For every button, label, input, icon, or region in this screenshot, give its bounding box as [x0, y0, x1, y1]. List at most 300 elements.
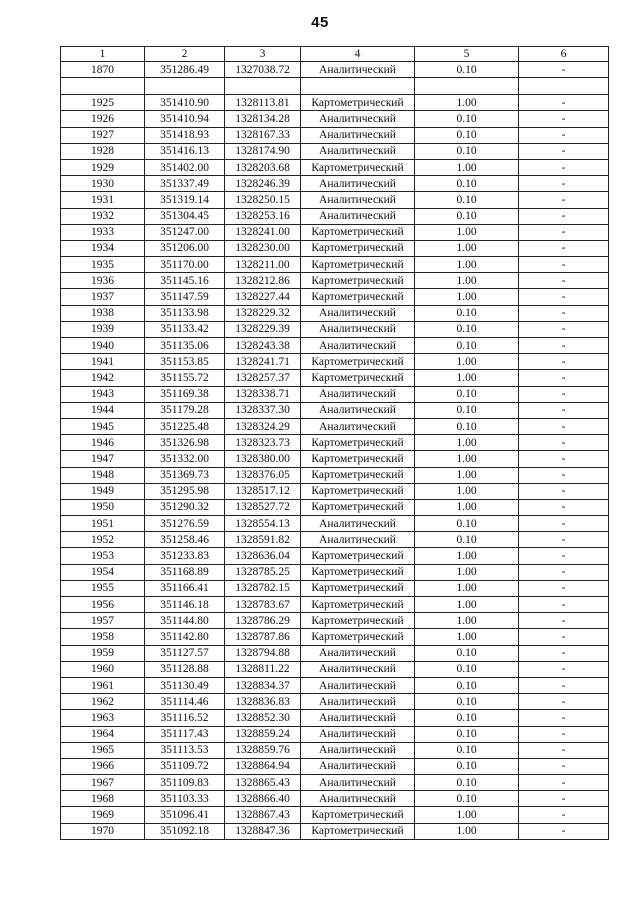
column-header: 2 — [145, 47, 225, 62]
table-row — [61, 742, 609, 758]
notes-cell: - — [519, 483, 609, 499]
notes-cell: - — [519, 677, 609, 693]
table-row — [61, 467, 609, 483]
notes-cell: - — [519, 516, 609, 532]
table-row — [61, 564, 609, 580]
y-coordinate-cell: 1328250.15 — [225, 192, 301, 208]
accuracy-cell: 1.00 — [415, 289, 519, 305]
notes-cell: - — [519, 289, 609, 305]
table-row — [61, 645, 609, 661]
accuracy-cell: 0.10 — [415, 208, 519, 224]
accuracy-cell: 0.10 — [415, 127, 519, 143]
notes-cell: - — [519, 451, 609, 467]
empty-row — [61, 78, 609, 95]
notes-cell: - — [519, 564, 609, 580]
y-coordinate-cell: 1328527.72 — [225, 499, 301, 515]
table-row — [61, 613, 609, 629]
point-number-cell: 1948 — [61, 467, 145, 483]
table-row — [61, 62, 609, 78]
accuracy-cell: 1.00 — [415, 159, 519, 175]
y-coordinate-cell: 1328782.15 — [225, 580, 301, 596]
y-coordinate-cell: 1328785.25 — [225, 564, 301, 580]
notes-cell: - — [519, 95, 609, 111]
point-number-cell: 1932 — [61, 208, 145, 224]
method-cell: Аналитический — [301, 710, 415, 726]
y-coordinate-cell: 1328636.04 — [225, 548, 301, 564]
x-coordinate-cell: 351247.00 — [145, 224, 225, 240]
y-coordinate-cell: 1328867.43 — [225, 807, 301, 823]
notes-cell: - — [519, 240, 609, 256]
notes-cell: - — [519, 823, 609, 839]
table-row — [61, 435, 609, 451]
table-header-row — [61, 47, 609, 62]
accuracy-cell: 1.00 — [415, 807, 519, 823]
x-coordinate-cell: 351169.38 — [145, 386, 225, 402]
table-row — [61, 499, 609, 515]
point-number-cell: 1959 — [61, 645, 145, 661]
notes-cell: - — [519, 758, 609, 774]
x-coordinate-cell: 351304.45 — [145, 208, 225, 224]
x-coordinate-cell: 351319.14 — [145, 192, 225, 208]
method-cell: Аналитический — [301, 775, 415, 791]
accuracy-cell: 1.00 — [415, 564, 519, 580]
notes-cell: - — [519, 305, 609, 321]
notes-cell: - — [519, 645, 609, 661]
table-row — [61, 143, 609, 159]
y-coordinate-cell: 1328811.22 — [225, 661, 301, 677]
table-row — [61, 111, 609, 127]
point-number-cell: 1928 — [61, 143, 145, 159]
x-coordinate-cell: 351109.83 — [145, 775, 225, 791]
method-cell: Аналитический — [301, 192, 415, 208]
method-cell: Аналитический — [301, 758, 415, 774]
notes-cell: - — [519, 807, 609, 823]
point-number-cell: 1945 — [61, 418, 145, 434]
notes-cell: - — [519, 597, 609, 613]
y-coordinate-cell: 1328338.71 — [225, 386, 301, 402]
method-cell: Картометрический — [301, 370, 415, 386]
table-row — [61, 629, 609, 645]
notes-cell: - — [519, 257, 609, 273]
x-coordinate-cell: 351332.00 — [145, 451, 225, 467]
notes-cell: - — [519, 273, 609, 289]
empty-cell — [145, 78, 225, 95]
y-coordinate-cell: 1328324.29 — [225, 418, 301, 434]
method-cell: Аналитический — [301, 208, 415, 224]
table-row — [61, 483, 609, 499]
point-number-cell: 1955 — [61, 580, 145, 596]
table-row — [61, 548, 609, 564]
empty-cell — [61, 78, 145, 95]
point-number-cell: 1965 — [61, 742, 145, 758]
notes-cell: - — [519, 386, 609, 402]
y-coordinate-cell: 1328229.39 — [225, 321, 301, 337]
notes-cell: - — [519, 418, 609, 434]
x-coordinate-cell: 351133.98 — [145, 305, 225, 321]
point-number-cell: 1925 — [61, 95, 145, 111]
x-coordinate-cell: 351179.28 — [145, 402, 225, 418]
y-coordinate-cell: 1328380.00 — [225, 451, 301, 467]
table-row — [61, 694, 609, 710]
x-coordinate-cell: 351233.83 — [145, 548, 225, 564]
method-cell: Аналитический — [301, 321, 415, 337]
x-coordinate-cell: 351103.33 — [145, 791, 225, 807]
notes-cell: - — [519, 661, 609, 677]
point-number-cell: 1938 — [61, 305, 145, 321]
accuracy-cell: 1.00 — [415, 354, 519, 370]
method-cell: Аналитический — [301, 402, 415, 418]
point-number-cell: 1933 — [61, 224, 145, 240]
x-coordinate-cell: 351286.49 — [145, 62, 225, 78]
y-coordinate-cell: 1328836.83 — [225, 694, 301, 710]
point-number-cell: 1960 — [61, 661, 145, 677]
y-coordinate-cell: 1328203.68 — [225, 159, 301, 175]
accuracy-cell: 0.10 — [415, 775, 519, 791]
point-number-cell: 1934 — [61, 240, 145, 256]
empty-cell — [225, 78, 301, 95]
point-number-cell: 1931 — [61, 192, 145, 208]
notes-cell: - — [519, 370, 609, 386]
page-number: 45 — [311, 14, 329, 31]
table-row — [61, 386, 609, 402]
point-number-cell: 1949 — [61, 483, 145, 499]
point-number-cell: 1930 — [61, 176, 145, 192]
accuracy-cell: 0.10 — [415, 742, 519, 758]
x-coordinate-cell: 351337.49 — [145, 176, 225, 192]
x-coordinate-cell: 351096.41 — [145, 807, 225, 823]
y-coordinate-cell: 1328257.37 — [225, 370, 301, 386]
notes-cell: - — [519, 402, 609, 418]
table-row — [61, 240, 609, 256]
notes-cell: - — [519, 580, 609, 596]
accuracy-cell: 0.10 — [415, 402, 519, 418]
table-row — [61, 305, 609, 321]
point-number-cell: 1947 — [61, 451, 145, 467]
x-coordinate-cell: 351416.13 — [145, 143, 225, 159]
point-number-cell: 1941 — [61, 354, 145, 370]
point-number-cell: 1951 — [61, 516, 145, 532]
y-coordinate-cell: 1328865.43 — [225, 775, 301, 791]
point-number-cell: 1943 — [61, 386, 145, 402]
table-row — [61, 402, 609, 418]
point-number-cell: 1969 — [61, 807, 145, 823]
method-cell: Аналитический — [301, 677, 415, 693]
point-number-cell: 1958 — [61, 629, 145, 645]
column-header: 5 — [415, 47, 519, 62]
x-coordinate-cell: 351130.49 — [145, 677, 225, 693]
y-coordinate-cell: 1328866.40 — [225, 791, 301, 807]
method-cell: Картометрический — [301, 257, 415, 273]
table-row — [61, 208, 609, 224]
accuracy-cell: 1.00 — [415, 451, 519, 467]
accuracy-cell: 1.00 — [415, 483, 519, 499]
point-number-cell: 1944 — [61, 402, 145, 418]
table-row — [61, 257, 609, 273]
y-coordinate-cell: 1328517.12 — [225, 483, 301, 499]
table-row — [61, 159, 609, 175]
method-cell: Аналитический — [301, 305, 415, 321]
x-coordinate-cell: 351109.72 — [145, 758, 225, 774]
table-row — [61, 580, 609, 596]
y-coordinate-cell: 1328253.16 — [225, 208, 301, 224]
x-coordinate-cell: 351225.48 — [145, 418, 225, 434]
empty-cell — [415, 78, 519, 95]
point-number-cell: 1954 — [61, 564, 145, 580]
accuracy-cell: 0.10 — [415, 143, 519, 159]
notes-cell: - — [519, 435, 609, 451]
method-cell: Картометрический — [301, 95, 415, 111]
y-coordinate-cell: 1328783.67 — [225, 597, 301, 613]
x-coordinate-cell: 351170.00 — [145, 257, 225, 273]
notes-cell: - — [519, 321, 609, 337]
accuracy-cell: 0.10 — [415, 726, 519, 742]
accuracy-cell: 1.00 — [415, 240, 519, 256]
x-coordinate-cell: 351113.53 — [145, 742, 225, 758]
column-header: 4 — [301, 47, 415, 62]
x-coordinate-cell: 351276.59 — [145, 516, 225, 532]
x-coordinate-cell: 351114.46 — [145, 694, 225, 710]
method-cell: Аналитический — [301, 111, 415, 127]
x-coordinate-cell: 351117.43 — [145, 726, 225, 742]
point-number-cell: 1870 — [61, 62, 145, 78]
x-coordinate-cell: 351153.85 — [145, 354, 225, 370]
notes-cell: - — [519, 694, 609, 710]
method-cell: Картометрический — [301, 224, 415, 240]
accuracy-cell: 1.00 — [415, 273, 519, 289]
y-coordinate-cell: 1328591.82 — [225, 532, 301, 548]
point-number-cell: 1966 — [61, 758, 145, 774]
y-coordinate-cell: 1328376.05 — [225, 467, 301, 483]
method-cell: Картометрический — [301, 240, 415, 256]
x-coordinate-cell: 351410.94 — [145, 111, 225, 127]
table-row — [61, 661, 609, 677]
notes-cell: - — [519, 548, 609, 564]
y-coordinate-cell: 1328787.86 — [225, 629, 301, 645]
y-coordinate-cell: 1328174.90 — [225, 143, 301, 159]
table-row — [61, 289, 609, 305]
accuracy-cell: 0.10 — [415, 111, 519, 127]
x-coordinate-cell: 351116.52 — [145, 710, 225, 726]
method-cell: Аналитический — [301, 726, 415, 742]
notes-cell: - — [519, 532, 609, 548]
method-cell: Картометрический — [301, 451, 415, 467]
notes-cell: - — [519, 338, 609, 354]
method-cell: Картометрический — [301, 823, 415, 839]
method-cell: Картометрический — [301, 580, 415, 596]
accuracy-cell: 1.00 — [415, 435, 519, 451]
table-row — [61, 176, 609, 192]
point-number-cell: 1953 — [61, 548, 145, 564]
x-coordinate-cell: 351295.98 — [145, 483, 225, 499]
point-number-cell: 1968 — [61, 791, 145, 807]
table-row — [61, 354, 609, 370]
method-cell: Аналитический — [301, 661, 415, 677]
table-row — [61, 451, 609, 467]
notes-cell: - — [519, 192, 609, 208]
y-coordinate-cell: 1328113.81 — [225, 95, 301, 111]
accuracy-cell: 0.10 — [415, 338, 519, 354]
y-coordinate-cell: 1328246.39 — [225, 176, 301, 192]
x-coordinate-cell: 351144.80 — [145, 613, 225, 629]
method-cell: Картометрический — [301, 159, 415, 175]
x-coordinate-cell: 351418.93 — [145, 127, 225, 143]
method-cell: Картометрический — [301, 483, 415, 499]
notes-cell: - — [519, 629, 609, 645]
notes-cell: - — [519, 111, 609, 127]
x-coordinate-cell: 351128.88 — [145, 661, 225, 677]
x-coordinate-cell: 351155.72 — [145, 370, 225, 386]
accuracy-cell: 1.00 — [415, 548, 519, 564]
table-row — [61, 677, 609, 693]
y-coordinate-cell: 1328134.28 — [225, 111, 301, 127]
accuracy-cell: 0.10 — [415, 418, 519, 434]
table-row — [61, 418, 609, 434]
table-row — [61, 791, 609, 807]
table-row — [61, 321, 609, 337]
method-cell: Аналитический — [301, 516, 415, 532]
method-cell: Картометрический — [301, 499, 415, 515]
accuracy-cell: 0.10 — [415, 694, 519, 710]
point-number-cell: 1961 — [61, 677, 145, 693]
column-header: 6 — [519, 47, 609, 62]
x-coordinate-cell: 351290.32 — [145, 499, 225, 515]
notes-cell: - — [519, 159, 609, 175]
column-header: 3 — [225, 47, 301, 62]
accuracy-cell: 1.00 — [415, 224, 519, 240]
notes-cell: - — [519, 613, 609, 629]
x-coordinate-cell: 351133.42 — [145, 321, 225, 337]
accuracy-cell: 1.00 — [415, 370, 519, 386]
point-number-cell: 1936 — [61, 273, 145, 289]
y-coordinate-cell: 1328227.44 — [225, 289, 301, 305]
accuracy-cell: 1.00 — [415, 257, 519, 273]
accuracy-cell: 0.10 — [415, 677, 519, 693]
y-coordinate-cell: 1328859.76 — [225, 742, 301, 758]
method-cell: Картометрический — [301, 613, 415, 629]
table-row — [61, 807, 609, 823]
y-coordinate-cell: 1328243.38 — [225, 338, 301, 354]
accuracy-cell: 1.00 — [415, 629, 519, 645]
notes-cell: - — [519, 62, 609, 78]
point-number-cell: 1964 — [61, 726, 145, 742]
x-coordinate-cell: 351206.00 — [145, 240, 225, 256]
accuracy-cell: 1.00 — [415, 499, 519, 515]
accuracy-cell: 0.10 — [415, 192, 519, 208]
notes-cell: - — [519, 224, 609, 240]
point-number-cell: 1935 — [61, 257, 145, 273]
method-cell: Аналитический — [301, 386, 415, 402]
column-header: 1 — [61, 47, 145, 62]
table-row — [61, 338, 609, 354]
y-coordinate-cell: 1328323.73 — [225, 435, 301, 451]
x-coordinate-cell: 351127.57 — [145, 645, 225, 661]
table-row — [61, 597, 609, 613]
accuracy-cell: 0.10 — [415, 645, 519, 661]
point-number-cell: 1952 — [61, 532, 145, 548]
notes-cell: - — [519, 791, 609, 807]
y-coordinate-cell: 1328847.36 — [225, 823, 301, 839]
method-cell: Картометрический — [301, 467, 415, 483]
point-number-cell: 1927 — [61, 127, 145, 143]
empty-cell — [301, 78, 415, 95]
point-number-cell: 1926 — [61, 111, 145, 127]
y-coordinate-cell: 1328859.24 — [225, 726, 301, 742]
accuracy-cell: 0.10 — [415, 532, 519, 548]
method-cell: Картометрический — [301, 548, 415, 564]
method-cell: Картометрический — [301, 273, 415, 289]
x-coordinate-cell: 351166.41 — [145, 580, 225, 596]
x-coordinate-cell: 351258.46 — [145, 532, 225, 548]
point-number-cell: 1939 — [61, 321, 145, 337]
table-row — [61, 710, 609, 726]
y-coordinate-cell: 1328212.86 — [225, 273, 301, 289]
table-row — [61, 224, 609, 240]
accuracy-cell: 0.10 — [415, 305, 519, 321]
method-cell: Аналитический — [301, 791, 415, 807]
notes-cell: - — [519, 127, 609, 143]
method-cell: Аналитический — [301, 418, 415, 434]
point-number-cell: 1942 — [61, 370, 145, 386]
x-coordinate-cell: 351145.16 — [145, 273, 225, 289]
accuracy-cell: 0.10 — [415, 386, 519, 402]
x-coordinate-cell: 351135.06 — [145, 338, 225, 354]
x-coordinate-cell: 351142.80 — [145, 629, 225, 645]
method-cell: Картометрический — [301, 629, 415, 645]
x-coordinate-cell: 351092.18 — [145, 823, 225, 839]
method-cell: Аналитический — [301, 532, 415, 548]
table-row — [61, 516, 609, 532]
method-cell: Аналитический — [301, 742, 415, 758]
x-coordinate-cell: 351369.73 — [145, 467, 225, 483]
method-cell: Аналитический — [301, 694, 415, 710]
method-cell: Картометрический — [301, 597, 415, 613]
y-coordinate-cell: 1328230.00 — [225, 240, 301, 256]
y-coordinate-cell: 1328834.37 — [225, 677, 301, 693]
method-cell: Картометрический — [301, 354, 415, 370]
point-number-cell: 1970 — [61, 823, 145, 839]
accuracy-cell: 0.10 — [415, 516, 519, 532]
table-row — [61, 192, 609, 208]
y-coordinate-cell: 1328337.30 — [225, 402, 301, 418]
notes-cell: - — [519, 354, 609, 370]
x-coordinate-cell: 351410.90 — [145, 95, 225, 111]
point-number-cell: 1957 — [61, 613, 145, 629]
x-coordinate-cell: 351147.59 — [145, 289, 225, 305]
accuracy-cell: 1.00 — [415, 95, 519, 111]
y-coordinate-cell: 1328241.71 — [225, 354, 301, 370]
x-coordinate-cell: 351168.89 — [145, 564, 225, 580]
accuracy-cell: 0.10 — [415, 791, 519, 807]
point-number-cell: 1963 — [61, 710, 145, 726]
table-row — [61, 726, 609, 742]
method-cell: Аналитический — [301, 62, 415, 78]
point-number-cell: 1929 — [61, 159, 145, 175]
notes-cell: - — [519, 775, 609, 791]
y-coordinate-cell: 1328554.13 — [225, 516, 301, 532]
notes-cell: - — [519, 742, 609, 758]
coordinates-table — [60, 46, 609, 840]
notes-cell: - — [519, 176, 609, 192]
accuracy-cell: 0.10 — [415, 710, 519, 726]
x-coordinate-cell: 351402.00 — [145, 159, 225, 175]
y-coordinate-cell: 1328167.33 — [225, 127, 301, 143]
empty-cell — [519, 78, 609, 95]
accuracy-cell: 1.00 — [415, 467, 519, 483]
method-cell: Аналитический — [301, 143, 415, 159]
accuracy-cell: 1.00 — [415, 613, 519, 629]
method-cell: Аналитический — [301, 338, 415, 354]
point-number-cell: 1956 — [61, 597, 145, 613]
